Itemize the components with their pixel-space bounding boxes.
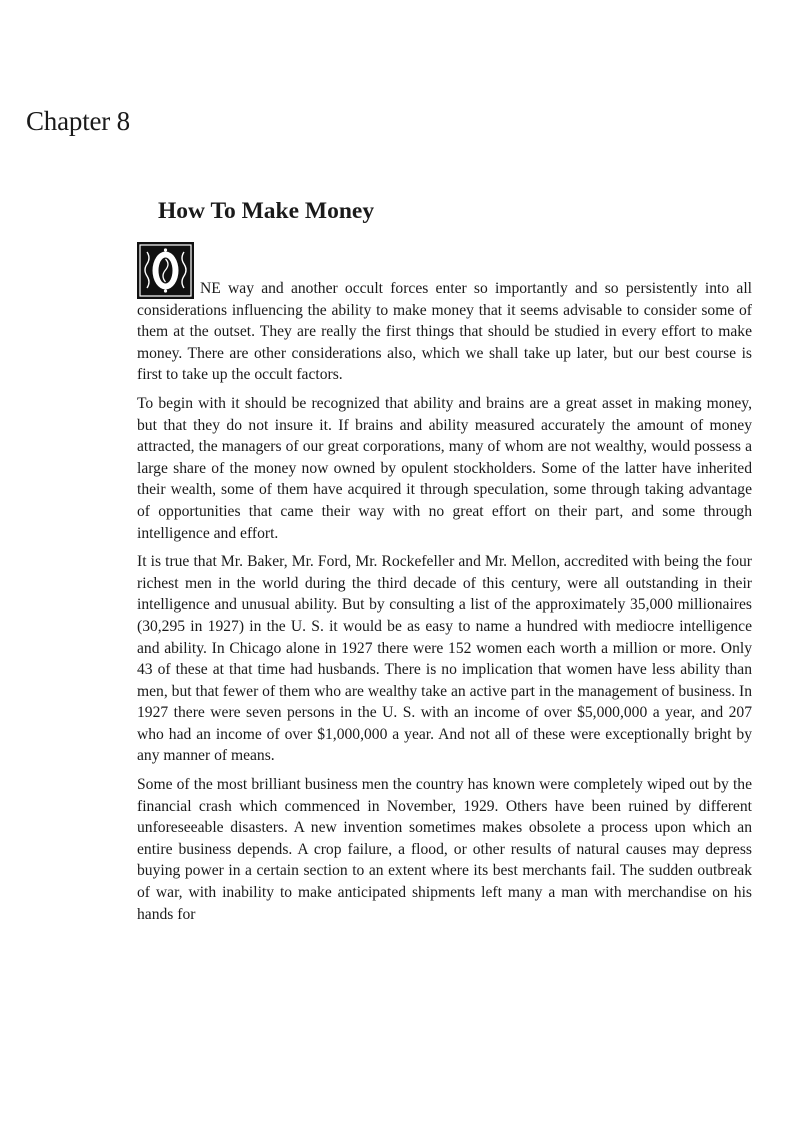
chapter-body bbox=[137, 242, 752, 932]
paragraph-2: To begin with it should be recognized that ability and brains are a great asset in making money, but that they do not insure it. If brains and ability measured accurately the amount of money attracted, the managers of our great corporations, many of whom are not wealthy, would possess a large share of the money now owned by opulent stockholders. Some of the latter have inherited their wealth, some of them have acquired it through speculation, some through taking advantage of opportunities that came their way with no great effort on their part, and some through intelligence and effort. bbox=[137, 394, 752, 542]
drop-cap-o-icon bbox=[137, 242, 194, 299]
chapter-label: Chapter 8 bbox=[26, 106, 130, 136]
paragraph-1 bbox=[137, 242, 752, 386]
paragraph-3: It is true that Mr. Baker, Mr. Ford, Mr. Rockefeller and Mr. Mellon, accredited with being the four richest men in the world during the third decade of this century, were all outstanding in their intelligence and unusual ability. But by consulting a list of the approximately 35,000 millionaires (30,295 in 1927) in the U. S. it would be as easy to name a hundred with mediocre intelligence and ability. In Chicago alone in 1927 there were 152 women each worth a million or more. Only 43 of these at that time had husbands. There is no implication that women have less ability than men, but that fewer of them who are wealthy take an active part in the management of business. In 1927 there were seven persons in the U. S. with an income of over $5,000,000 a year, and 207 who had an income of over $1,000,000 a year. And not all of these were exceptionally bright by any manner of means. bbox=[137, 553, 752, 765]
paragraph-4: Some of the most brilliant business men the country has known were completely wiped out by the financial crash which commenced in November, 1929. Others have been ruined by different unforeseeable disasters. A new invention sometimes makes obsolete a process upon which an entire business depends. A crop failure, a flood, or other results of natural causes may depress buying power in a certain section to an extent where its best merchants fail. The sudden outbreak of war, with inability to make anticipated shipments left many a man with merchandise on his hands for bbox=[137, 776, 752, 923]
chapter-title: How To Make Money bbox=[158, 198, 375, 224]
paragraph-1-text: NE way and another occult forces enter so importantly and so persistently into all considerations influencing the ability to make money that it seems advisable to consider some of them at the outset. They are really the first things that should be studied in every effort to make money. There are other considerations also, which we shall take up later, but our best course is first to take up the occult factors. bbox=[137, 280, 752, 384]
drop-cap-spacer bbox=[137, 242, 752, 278]
